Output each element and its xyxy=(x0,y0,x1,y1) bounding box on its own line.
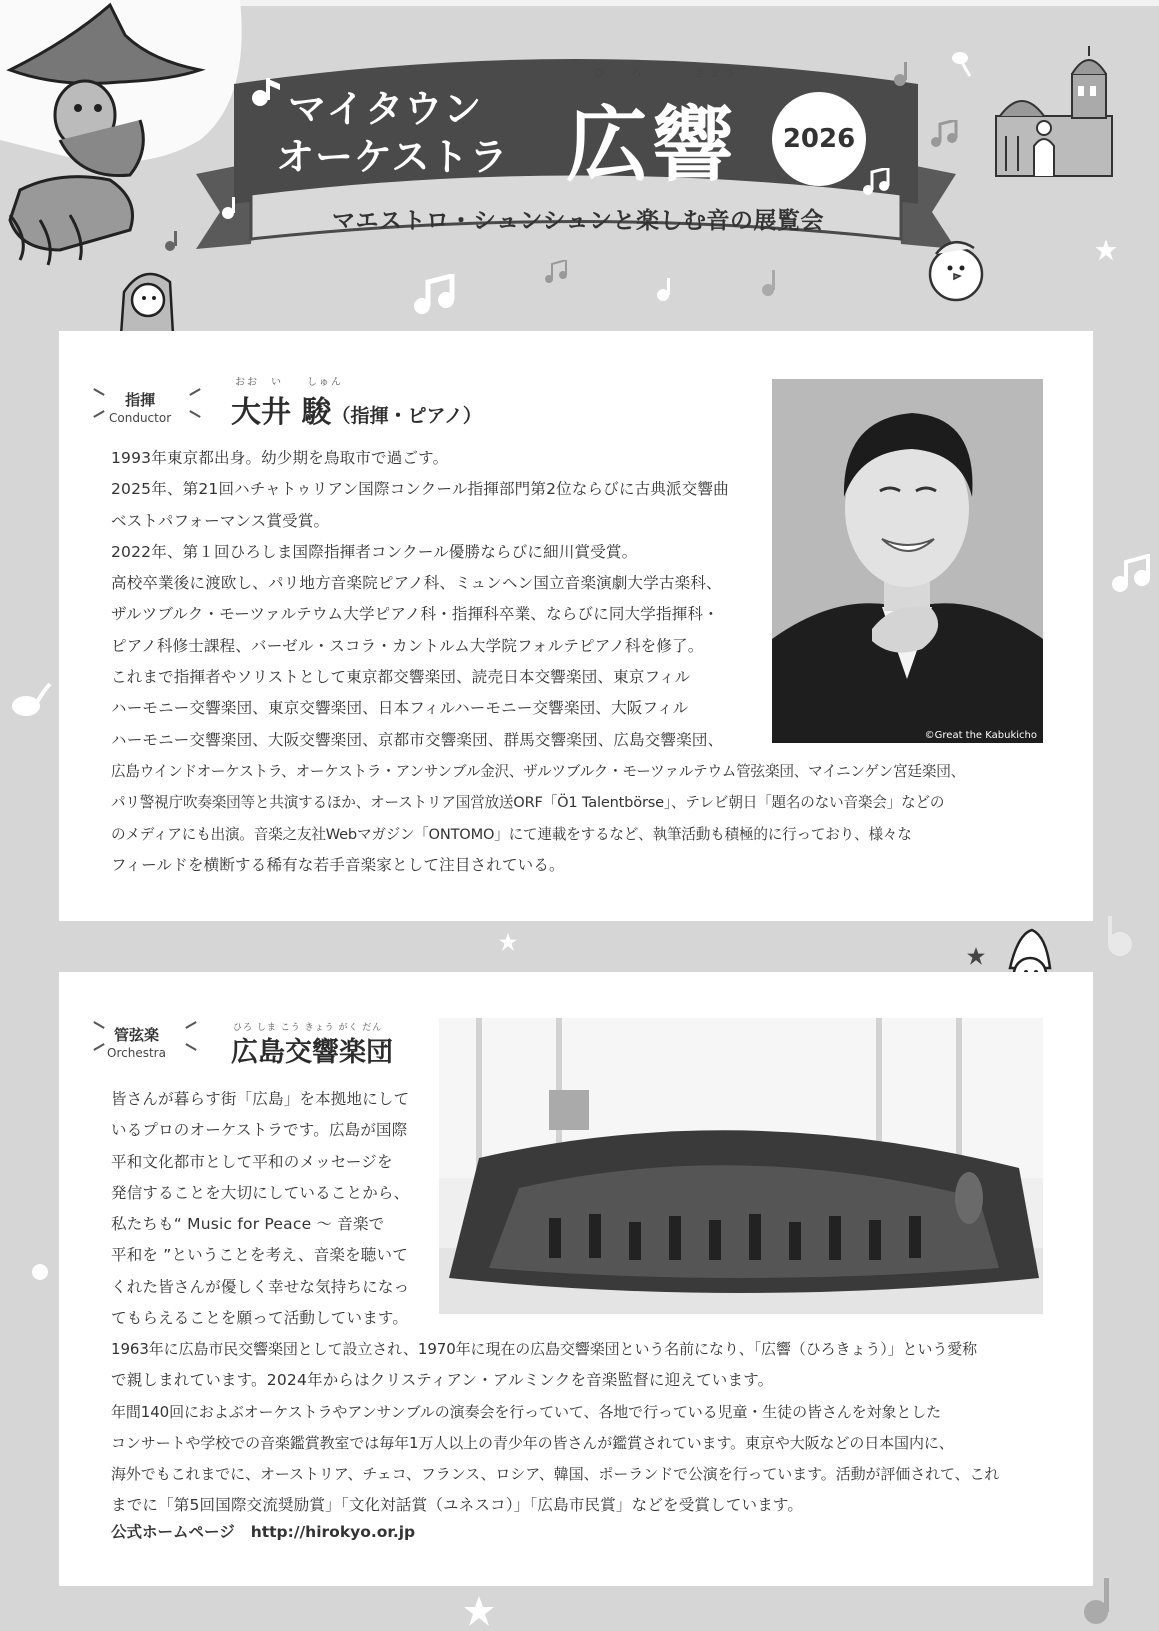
orchestra-history xyxy=(111,1334,999,1522)
intro-line: くれた皆さんが優しく幸せな気持ちになっ xyxy=(111,1277,410,1296)
conductor-tag-ja: 指揮 xyxy=(125,391,156,409)
bio-line: 1993年東京都出身。幼少期を鳥取市で過ごす。 xyxy=(111,449,449,467)
history-line: 年間140回におよぶオーケストラやアンサンブルの演奏会を行っていて、各地で行っている児童・生徒の皆さんを対象とした xyxy=(111,1402,942,1421)
orchestra-intro xyxy=(111,1084,409,1334)
orchestra-tag xyxy=(107,1024,166,1060)
orchestra-tag-en: Orchestra xyxy=(107,1046,166,1060)
star-icon xyxy=(498,932,518,952)
homepage-label: 公式ホームページ xyxy=(111,1523,235,1541)
music-note-icon xyxy=(950,50,972,80)
orchestra-tag-ja: 管弦楽 xyxy=(113,1026,159,1044)
bio-line: ベストパフォーマンス賞受賞。 xyxy=(111,511,330,530)
subtitle: マエストロ・シュンシュンと楽しむ音の展覧会 xyxy=(332,208,825,234)
bio-line: 2022年、第１回ひろしま国際指揮者コンクール優勝ならびに細川賞受賞。 xyxy=(111,542,638,561)
year-badge: 2026 xyxy=(772,92,866,186)
title-ruby-hiro: ひろ xyxy=(594,66,668,79)
intro-line: 私たちも“ Music for Peace 〜 音楽で xyxy=(111,1215,385,1234)
double-note-icon xyxy=(862,168,892,196)
orchestra-group-photo xyxy=(439,1018,1043,1314)
intro-line: 発信することを大切にしていることから、 xyxy=(111,1183,410,1202)
music-note-icon xyxy=(164,230,182,252)
tag-tick-decoration xyxy=(93,388,104,396)
music-note-icon xyxy=(892,60,916,88)
homepage-info xyxy=(111,1520,415,1542)
homepage-link[interactable]: http://hirokyo.or.jp xyxy=(250,1523,416,1541)
bio-line: 高校卒業後に渡欧し、パリ地方音楽院ピアノ科、ミュンヘン国立音楽演劇大学古楽科、 xyxy=(111,574,722,593)
history-line: までに「第5回国際交流奨励賞」「文化対話賞（ユネスコ）」「広島市民賞」などを受賞しています。 xyxy=(111,1496,804,1515)
double-note-icon xyxy=(1110,554,1154,594)
conductor-name-text: 大井 駿 xyxy=(231,395,332,430)
title-line1: マイタウン xyxy=(288,87,483,131)
conductor-card xyxy=(59,331,1093,921)
intro-line: 平和文化都市として平和のメッセージを xyxy=(111,1152,393,1171)
bio-line: ピアノ科修士課程、バーゼル・スコラ・カントルム大学院フォルテピアノ科を修了。 xyxy=(111,636,704,655)
conductor-portrait-photo xyxy=(772,379,1043,743)
intro-line: いるプロのオーケストラです。広島が国際 xyxy=(111,1121,408,1140)
conductor-role: （指揮・ピアノ） xyxy=(331,405,482,427)
intro-line: 平和を ”ということを考え、音楽を聴いて xyxy=(111,1246,408,1265)
small-star-icon xyxy=(966,946,986,966)
tag-tick-decoration xyxy=(93,410,104,418)
orchestra-card xyxy=(59,972,1093,1586)
bio-line: ザルツブルク・モーツァルテウム大学ピアノ科・指揮科卒業、ならびに同大学指揮科・ xyxy=(111,605,719,624)
music-note-icon xyxy=(760,268,784,298)
tag-tick-decoration xyxy=(189,410,200,418)
castle-illustration-icon xyxy=(992,46,1116,178)
tag-tick-decoration xyxy=(185,1021,196,1029)
music-note-icon xyxy=(220,195,242,221)
bio-line: ハーモニー交響楽団、東京交響楽団、日本フィルハーモニー交響楽団、大阪フィル xyxy=(111,699,689,718)
music-note-icon xyxy=(1104,914,1134,958)
music-note-icon xyxy=(10,680,52,720)
bio-line: 2025年、第21回ハチャトゥリアン国際コンクール指揮部門第2位ならびに古典派交響曲 xyxy=(111,480,729,499)
star-icon xyxy=(1094,238,1118,262)
music-note-icon xyxy=(656,276,676,302)
conductor-tag-en: Conductor xyxy=(109,411,172,425)
orchestra-name-ruby: ひろ しま こう きょう がく だん xyxy=(233,1023,383,1033)
orchestra-name: 広島交響楽団 xyxy=(231,1037,393,1068)
double-note-icon xyxy=(544,260,568,284)
bird-character-icon xyxy=(922,232,988,306)
bio-line: これまで指揮者やソリストとして東京都交響楽団、読売日本交響楽団、東京フィル xyxy=(111,668,691,687)
intro-line: てもらえることを願って活動しています。 xyxy=(111,1309,409,1328)
tag-tick-decoration xyxy=(185,1043,196,1051)
history-line: で親しまれています。2024年からはクリスティアン・アルミンクを音楽監督に迎えています。 xyxy=(111,1371,774,1390)
double-note-icon xyxy=(412,274,458,316)
history-line: 1963年に広島市民交響楽団として設立され、1970年に現在の広島交響楽団という名前になり、「広響（ひろきょう）」という愛称 xyxy=(111,1340,978,1358)
title-line2: オーケストラ xyxy=(276,135,509,179)
tag-tick-decoration xyxy=(93,1021,104,1029)
photo-credit: ©Great the Kabukicho xyxy=(924,730,1037,741)
double-note-icon xyxy=(930,120,960,148)
bio-line: フィールドを横断する稀有な若手音楽家として注目されている。 xyxy=(111,855,565,874)
conductor-name-ruby: おお い しゅん xyxy=(235,377,343,388)
title-main: 広響 xyxy=(566,98,739,193)
music-note-icon xyxy=(250,74,284,108)
star-icon xyxy=(462,1594,496,1628)
conductor-name xyxy=(231,387,482,431)
bio-line: のメディアにも出演。音楽之友社Webマガジン「ONTOMO」にて連載をするなど、執筆活動も積極的に行っており、様々な xyxy=(111,825,912,843)
conductor-portrait-illustration xyxy=(772,379,1043,743)
orchestra-photo-illustration xyxy=(439,1018,1043,1314)
history-line: 海外でもこれまでに、オーストリア、チェコ、フランス、ロシア、韓国、ポーランドで公演を行っています。活動が評価されて、これ xyxy=(111,1465,1000,1484)
intro-line: 皆さんが暮らす街「広島」を本拠地にして xyxy=(111,1090,410,1108)
music-note-icon xyxy=(30,1258,52,1284)
tag-tick-decoration xyxy=(93,1043,104,1051)
bio-line: 広島ウインドオーケストラ、オーケストラ・アンサンブル金沢、ザルツブルク・モーツァルテウム管弦楽団、マイニンゲン宮廷楽団、 xyxy=(111,762,965,780)
tag-tick-decoration xyxy=(189,388,200,396)
history-line: コンサートや学校での音楽鑑賞教室では毎年1万人以上の青少年の皆さんが鑑賞されています。東京や大阪などの日本国内に、 xyxy=(111,1433,954,1452)
title-ruby-kyo: きょう xyxy=(694,66,739,79)
conductor-tag xyxy=(109,389,171,425)
title-banner xyxy=(196,44,956,264)
bio-line: ハーモニー交響楽団、大阪交響楽団、京都市交響楽団、群馬交響楽団、広島交響楽団、 xyxy=(111,730,724,749)
bio-line: パリ警視庁吹奏楽団等と共演するほか、オーストリア国営放送ORF「Ö1 Talentbörse」、テレビ朝日「題名のない音楽会」などの xyxy=(111,794,945,812)
